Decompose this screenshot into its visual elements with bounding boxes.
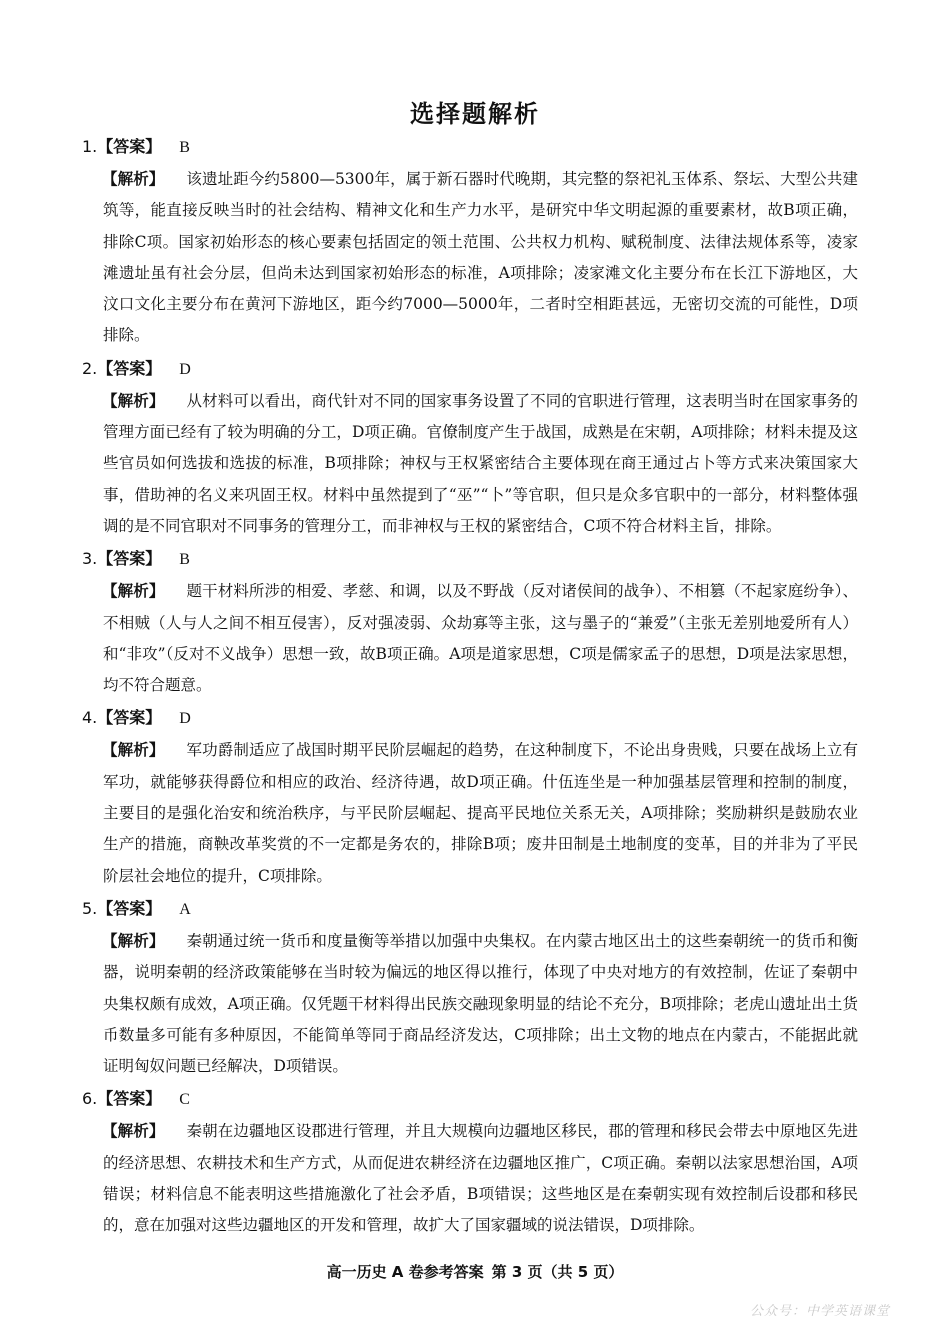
- answer-value: D: [179, 710, 191, 728]
- question-number: 6.: [82, 1089, 98, 1109]
- footer-page-number: 第 3 页（共 5 页）: [491, 1263, 624, 1281]
- page-title: 选择题解析: [410, 100, 540, 128]
- answer-value: B: [179, 551, 190, 569]
- question-1: [0, 134, 950, 352]
- question-6: [0, 1086, 950, 1241]
- footer-document-title: 高一历史 A 卷参考答案: [326, 1263, 484, 1281]
- analysis-label: 【解析】: [102, 1122, 165, 1141]
- answer-row: [82, 1086, 950, 1112]
- question-4: [0, 705, 950, 891]
- analysis-label: 【解析】: [102, 391, 165, 410]
- analysis-label: 【解析】: [102, 582, 165, 601]
- answer-label: 【答案】: [97, 1089, 162, 1109]
- answer-value: C: [179, 1091, 190, 1109]
- analysis-paragraph: [103, 926, 858, 1082]
- question-number: 3.: [82, 549, 98, 569]
- answer-value: D: [179, 360, 191, 378]
- answer-label: 【答案】: [97, 549, 162, 569]
- analysis-text: 该遗址距今约5800—5300年，属于新石器时代晚期，其完整的祭祀礼玉体系、祭坛、大型公共建筑等，能直接反映当时的社会结构、精神文化和生产力水平，是研究中华文明起源的重要素材，故B项正确，排除C项。国家初始形态的核心要素包括固定的领土范围、公共权力机构、赋税制度、法律法规体系等，凌家滩遗址虽有社会分层，但尚未达到国家初始形态的标准，A项排除；凌家滩文化主要分布在长江下游地区，大汶口文化主要分布在黄河下游地区，距今约7000—5000年，二者时空相距甚远，无密切交流的可能性，D项排除。: [103, 170, 858, 345]
- analysis-text: 军功爵制适应了战国时期平民阶层崛起的趋势，在这种制度下，不论出身贵贱，只要在战场上立有军功，就能够获得爵位和相应的政治、经济待遇，故D项正确。什伍连坐是一种加强基层管理和控制的制度，主要目的是强化治安和统治秩序，与平民阶层崛起、提高平民地位关系无关，A项排除；奖励耕织是鼓励农业生产的措施，商鞅改革奖赏的不一定都是务农的，排除B项；废井田制是土地制度的变革，目的并非为了平民阶层社会地位的提升，C项排除。: [103, 741, 858, 885]
- analysis-paragraph: [103, 735, 858, 891]
- analysis-text: 题干材料所涉的相爱、孝慈、和调，以及不野战（反对诸侯间的战争）、不相篡（不起家庭纷争）、不相贼（人与人之间不相互侵害），反对强凌弱、众劫寡等主张，这与墨子的“兼爱”（主张无差别地爱所有人）和“非攻”（反对不义战争）思想一致，故B项正确。A项是道家思想，C项是儒家孟子的思想，D项是法家思想，均不符合题意。: [103, 582, 858, 695]
- answer-label: 【答案】: [97, 137, 162, 156]
- answer-row: [82, 705, 950, 731]
- question-3: [0, 546, 950, 701]
- analysis-label: 【解析】: [102, 931, 165, 950]
- answer-row: [82, 134, 950, 160]
- answer-value: B: [179, 139, 190, 156]
- analysis-text: 秦朝通过统一货币和度量衡等举措以加强中央集权。在内蒙古地区出土的这些秦朝统一的货币和衡器，说明秦朝的经济政策能够在当时较为偏远的地区得以推行，体现了中央对地方的有效控制，佐证了秦朝中央集权颇有成效，A项正确。仅凭题干材料得出民族交融现象明显的结论不充分，B项排除；老虎山遗址出土货币数量多可能有多种原因，不能简单等同于商品经济发达，C项排除；出土文物的地点在内蒙古，不能据此就证明匈奴问题已经解决，D项错误。: [103, 931, 858, 1076]
- analysis-text: 秦朝在边疆地区设郡进行管理，并且大规模向边疆地区移民，郡的管理和移民会带去中原地区先进的经济思想、农耕技术和生产方式，从而促进农耕经济在边疆地区推广，C项正确。秦朝以法家思想治国，A项错误；材料信息不能表明这些措施激化了社会矛盾，B项错误；这些地区是在秦朝实现有效控制后设郡和移民的，意在加强对这些边疆地区的开发和管理，故扩大了国家疆域的说法错误，D项排除。: [103, 1122, 858, 1235]
- answer-label: 【答案】: [97, 898, 162, 918]
- answer-row: [82, 896, 950, 922]
- question-number: 4.: [82, 708, 98, 728]
- watermark-text: 公众号：中学英语课堂: [749, 1304, 890, 1319]
- questions-list: [0, 134, 950, 1246]
- analysis-paragraph: [103, 164, 858, 352]
- question-number: 1.: [82, 137, 98, 156]
- analysis-label: 【解析】: [102, 741, 165, 760]
- analysis-label: 【解析】: [102, 170, 165, 188]
- page-footer: [0, 1261, 950, 1282]
- question-5: [0, 896, 950, 1082]
- analysis-paragraph: [103, 1116, 858, 1241]
- question-2: [0, 356, 950, 542]
- analysis-paragraph: [103, 386, 858, 542]
- question-number: 2.: [82, 358, 98, 378]
- answer-label: 【答案】: [97, 708, 162, 728]
- answer-row: [82, 356, 950, 382]
- answer-value: A: [179, 900, 191, 918]
- question-number: 5.: [82, 898, 98, 918]
- analysis-paragraph: [103, 576, 858, 701]
- answer-label: 【答案】: [97, 358, 162, 378]
- answer-row: [82, 546, 950, 572]
- analysis-text: 从材料可以看出，商代针对不同的国家事务设置了不同的官职进行管理，这表明当时在国家事务的管理方面已经有了较为明确的分工，D项正确。官僚制度产生于战国，成熟是在宋朝，A项排除；材料未提及这些官员如何选拔和选拔的标准，B项排除；神权与王权紧密结合主要体现在商王通过占卜等方式来决策国家大事，借助神的名义来巩固王权。材料中虽然提到了“巫”“卜”等官职，但只是众多官职中的一部分，材料整体强调的是不同官职对不同事务的管理分工，而非神权与王权的紧密结合，C项不符合材料主旨，排除。: [103, 391, 858, 535]
